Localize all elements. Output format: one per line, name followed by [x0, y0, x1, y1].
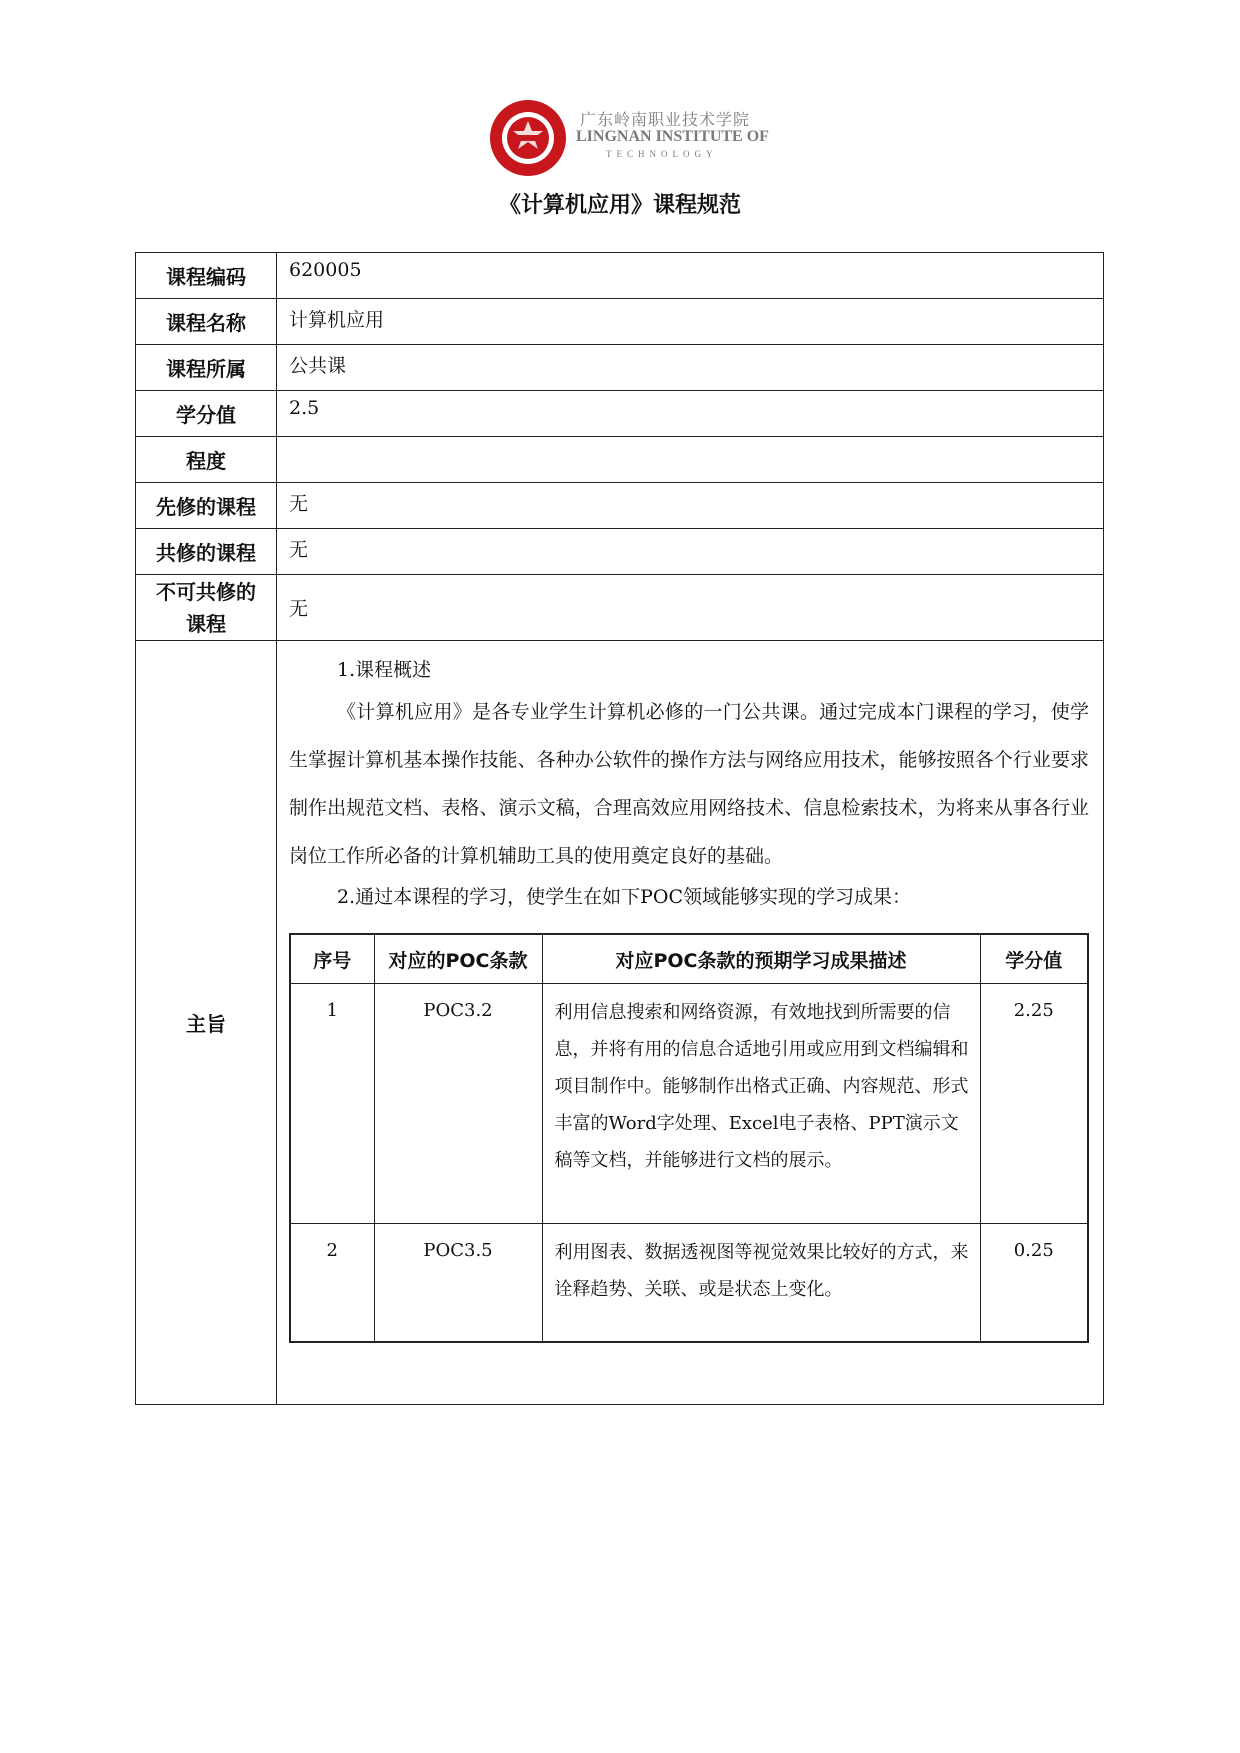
row-corequisites [136, 529, 1104, 575]
poc-row-description: 利用信息搜索和网络资源，有效地找到所需要的信息，并将有用的信息合适地引用或应用到文档编辑和项目制作中。能够制作出格式正确、内容规范、形式丰富的Word字处理、Excel电子表格、PPT演示文稿等文档，并能够进行文档的展示。 [542, 984, 980, 1224]
value-course-name: 计算机应用 [277, 299, 1104, 345]
poc-header-description: 对应POC条款的预期学习成果描述 [542, 934, 980, 984]
row-prerequisites [136, 483, 1104, 529]
row-credits [136, 391, 1104, 437]
value-non-corequisites: 无 [277, 575, 1104, 641]
poc-row-no: 1 [290, 984, 374, 1224]
poc-row-credit: 0.25 [980, 1224, 1088, 1342]
logo-name-cn: 广东岭南职业技术学院 [580, 110, 751, 129]
label-credits: 学分值 [136, 391, 277, 437]
row-level [136, 437, 1104, 483]
document-title: 《计算机应用》课程规范 [498, 193, 741, 218]
poc-row-no: 2 [290, 1224, 374, 1342]
poc-table [289, 933, 1089, 1343]
value-course-code: 620005 [277, 253, 1104, 299]
label-purpose: 主旨 [136, 641, 277, 1405]
table-row [290, 984, 1088, 1224]
label-course-category: 课程所属 [136, 345, 277, 391]
poc-row-clause: POC3.5 [374, 1224, 542, 1342]
value-credits: 2.5 [277, 391, 1104, 437]
row-course-category [136, 345, 1104, 391]
seal-icon [488, 98, 568, 178]
overview-paragraph: 《计算机应用》是各专业学生计算机必修的一门公共课。通过完成本门课程的学习，使学生掌握计算机基本操作技能、各种办公软件的操作方法与网络应用技术，能够按照各个行业要求制作出规范文档、表格、演示文稿，合理高效应用网络技术、信息检索技术，为将来从事各行业岗位工作所必备的计算机辅助工具的使用奠定良好的基础。 [289, 701, 1089, 867]
value-course-category: 公共课 [277, 345, 1104, 391]
purpose-content [277, 641, 1104, 1405]
table-row [290, 1224, 1088, 1342]
label-course-name: 课程名称 [136, 299, 277, 345]
label-corequisites: 共修的课程 [136, 529, 277, 575]
logo-name-en-2: TECHNOLOGY [606, 149, 718, 159]
poc-row-description: 利用图表、数据透视图等视觉效果比较好的方式，来诠释趋势、关联、或是状态上变化。 [542, 1224, 980, 1342]
poc-row-credit: 2.25 [980, 984, 1088, 1224]
label-line-1: 不可共修的 [156, 579, 256, 604]
label-course-code: 课程编码 [136, 253, 277, 299]
logo-name-en: LINGNAN INSTITUTE OF [576, 128, 769, 145]
label-line-2: 课程 [186, 611, 226, 636]
row-non-corequisites [136, 575, 1104, 641]
section-heading-overview: 1.课程概述 [337, 659, 432, 681]
poc-header-row [290, 934, 1088, 984]
course-spec-table [135, 252, 1104, 1405]
poc-header-clause: 对应的POC条款 [374, 934, 542, 984]
section-heading-poc: 2.通过本课程的学习，使学生在如下POC领域能够实现的学习成果： [337, 886, 912, 908]
poc-header-no: 序号 [290, 934, 374, 984]
label-prerequisites: 先修的课程 [136, 483, 277, 529]
row-course-name [136, 299, 1104, 345]
row-course-code [136, 253, 1104, 299]
label-non-corequisites [136, 575, 277, 641]
value-prerequisites: 无 [277, 483, 1104, 529]
institution-logo [488, 98, 769, 178]
value-level [277, 437, 1104, 483]
row-purpose [136, 641, 1104, 1405]
value-corequisites: 无 [277, 529, 1104, 575]
poc-header-credit: 学分值 [980, 934, 1088, 984]
label-level: 程度 [136, 437, 277, 483]
poc-row-clause: POC3.2 [374, 984, 542, 1224]
